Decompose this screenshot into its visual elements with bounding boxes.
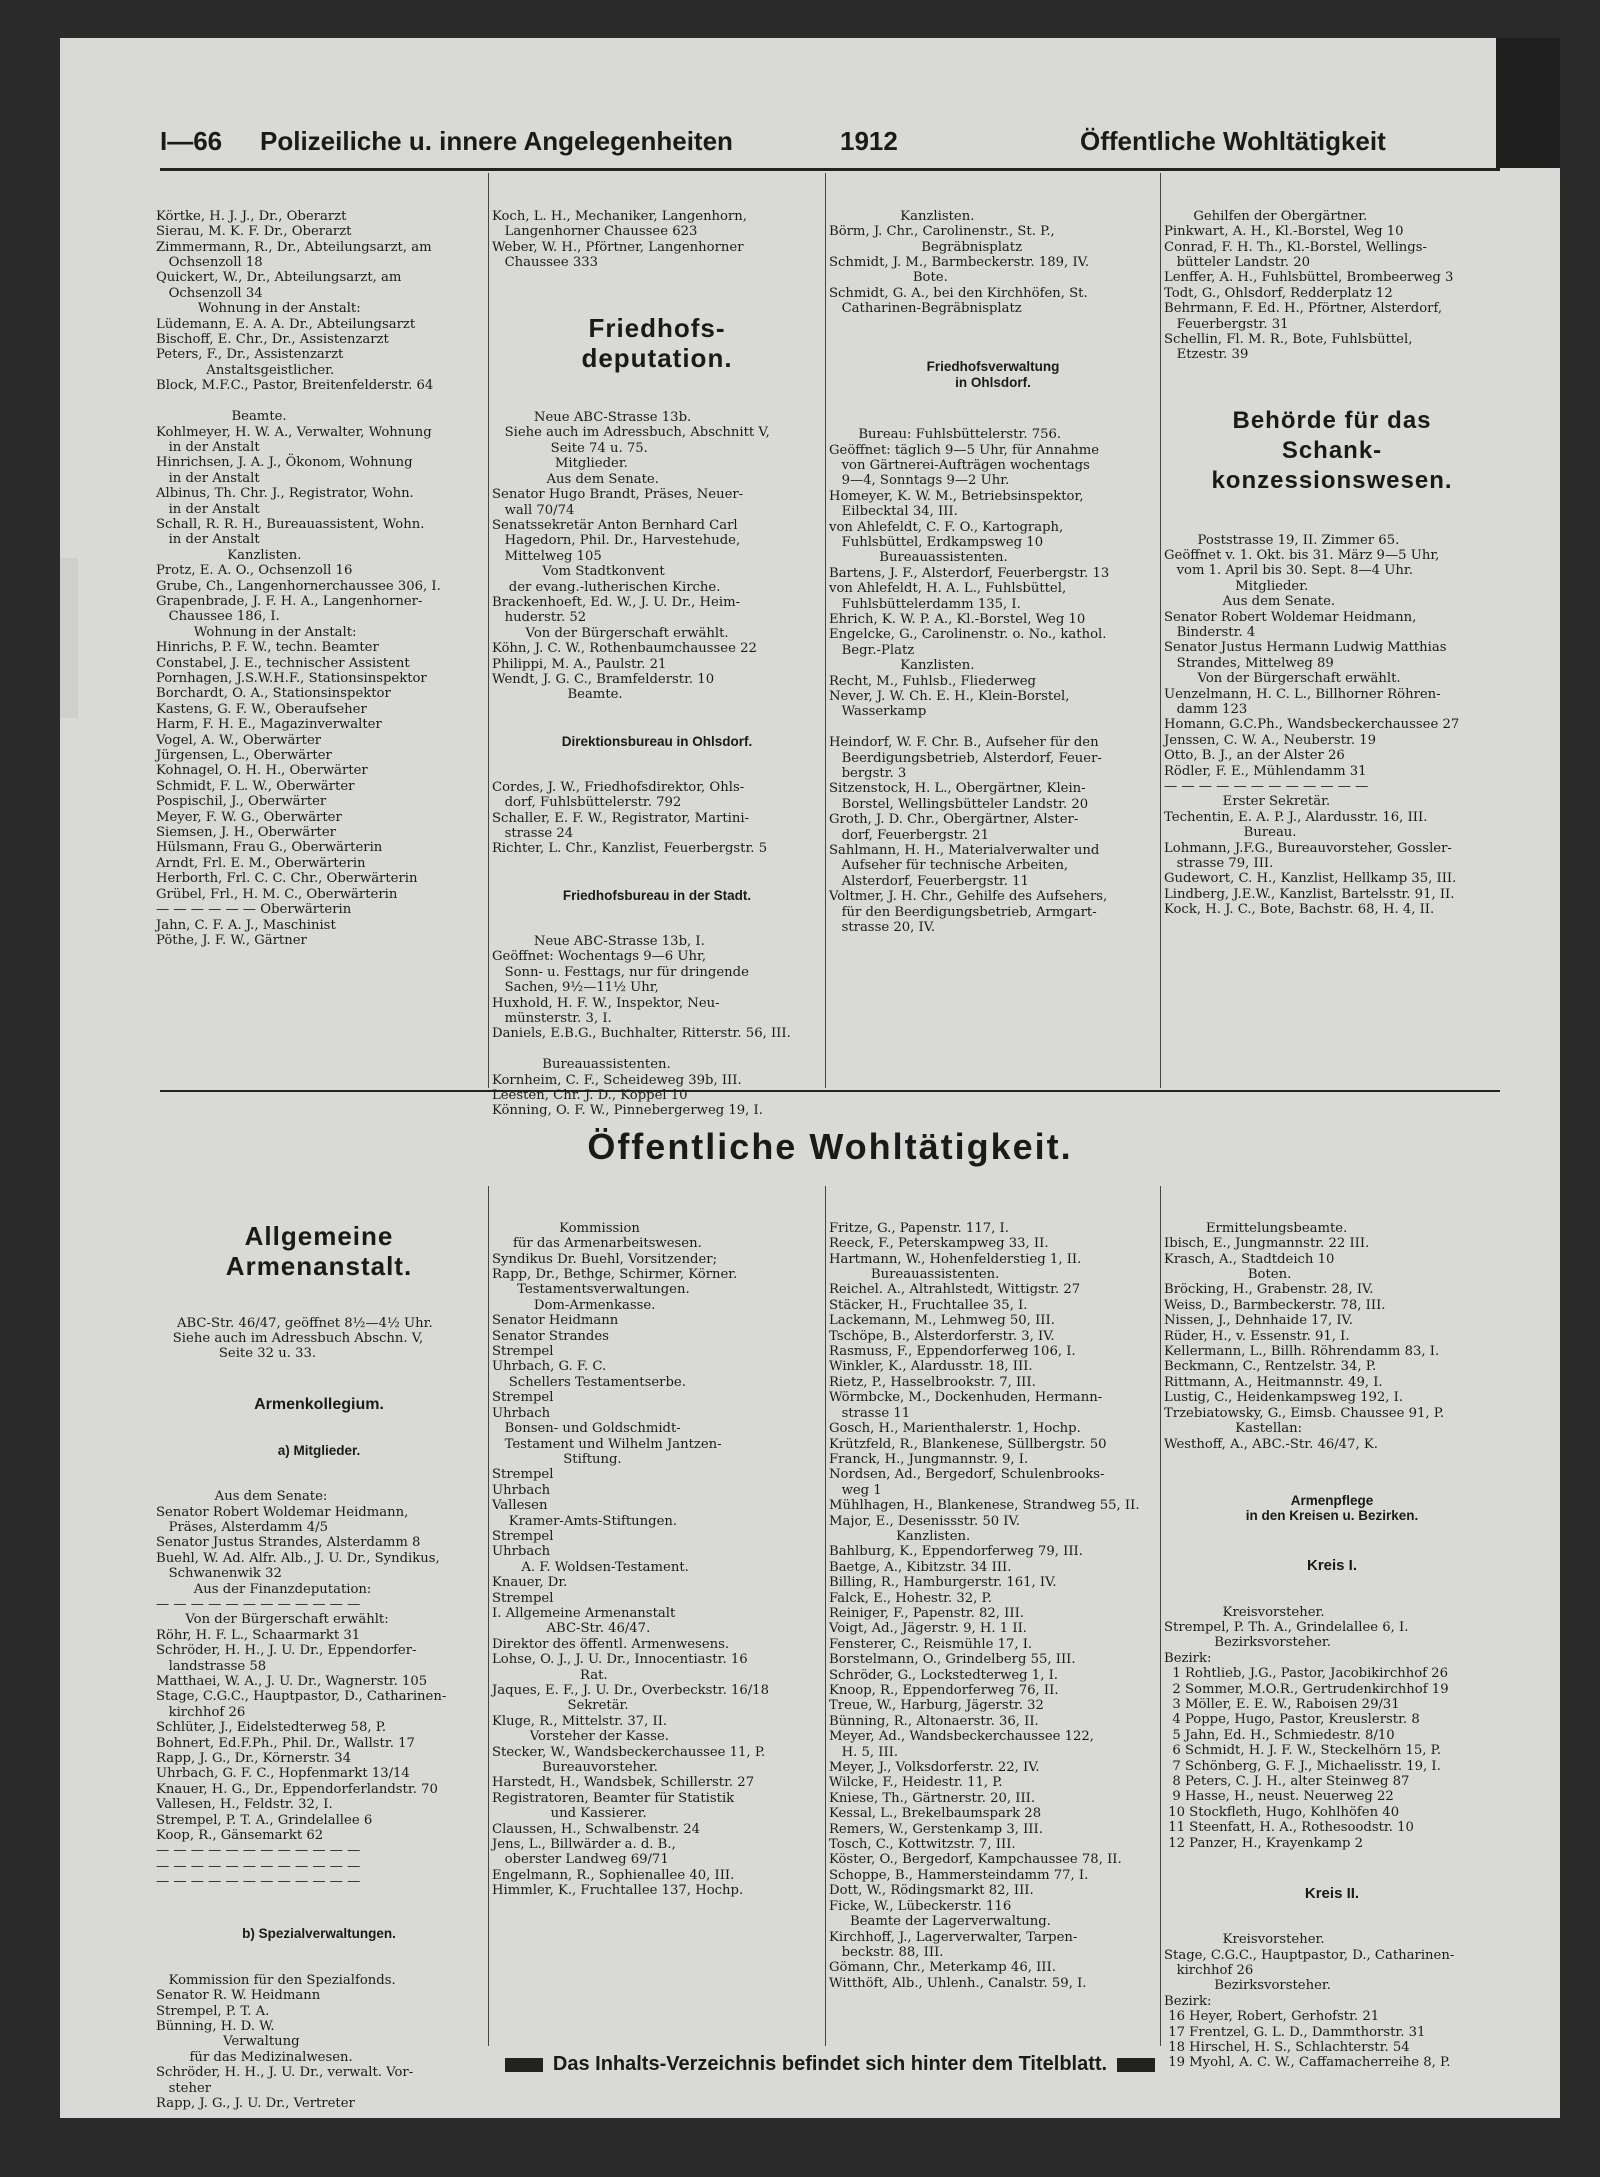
year: 1912 bbox=[840, 126, 898, 156]
text-block: Cordes, J. W., Friedhofsdirektor, Ohls- dorf, Fuhlsbüttelerstr. 792 Schaller, E. F. W., Registrator, Martini- strasse 24 Richter, L. Chr., Kanzlist, Feuerbergstr. 5 bbox=[492, 779, 768, 857]
text-block: Kommission für das Armenarbeitswesen. Syndikus Dr. Buehl, Vorsitzender; Rapp, Dr., Bethge, Schirmer, Körner. Testamentsverwaltungen. Dom-Armenkasse. Senator Heidmann Senator Strandes Strempel Uhrbach, G. F. C. Schellers Testamentserbe. Strempel Uhrbach Bonsen- und Goldschmidt- Testament und Wilhelm Jantzen- Stiftung. Strempel Uhrbach Vallesen Kramer-Amts-Stiftungen. Strempel Uhrbach A. F. Woldsen-Testament. Knauer, Dr. Strempel I. Allgemeine Armenanstalt ABC-Str. 46/47. Direktor des öffentl. Armenwesens. Lohse, O. J., J. U. Dr., Innocentiastr. 16 Rat. Jaques, E. F., J. U. Dr., Overbeckstr. 16/18 Sekretär. Kluge, R., Mittelstr. 37, II. Vorsteher der Kasse. Stecker, W., Wandsbeckerchaussee 11, P. Bureauvorsteher. Harstedt, H., Wandsbek, Schillerstr. 27 Registratoren, Beamter für Statistik und Kassierer. Claussen, H., Schwalbenstr. 24 Jens, L., Billwärder a. d. B., oberster Landweg 69/71 Engelmann, R., Sophienallee 40, III. Himmler, K., Fruchtallee 137, Hochp. bbox=[492, 1220, 769, 1899]
top-column-3 bbox=[829, 178, 1157, 1088]
heading-friedhofsverwaltung: Friedhofsverwaltung in Ohlsdorf. bbox=[926, 359, 1060, 390]
column-rule bbox=[1160, 1186, 1161, 2046]
text-block: Neue ABC-Strasse 13b, I. Geöffnet: Wochentags 9—6 Uhr, Sonn- u. Festtags, nur für dringende Sachen, 9½—11½ Uhr, Huxhold, H. F. W., Inspektor, Neu- münsterstr. 3, I. Daniels, E.B.G., Buchhalter, Ritterstr. 56, III. Bureauassistenten. Kornheim, C. F., Scheideweg 39b, III. Leesten, Chr. J. D., Koppel 10 Könning, O. F. W., Pinnebergerweg 19, I. bbox=[492, 933, 791, 1119]
bottom-column-1 bbox=[156, 1190, 482, 2111]
text-block: Fritze, G., Papenstr. 117, I. Reeck, F., Peterskampweg 33, II. Hartmann, W., Hohenfelderstieg 1, II. Bureauassistenten. Reichel. A., Altrahlstedt, Wittigstr. 27 Stäcker, H., Fruchtallee 35, I. Lackemann, M., Lehmweg 50, III. Tschöpe, B., Alsterdorferstr. 3, IV. Rasmuss, F., Eppendorferweg 106, I. Winkler, K., Alardusstr. 18, III. Rietz, P., Hasselbrookstr. 7, III. Wörmbcke, M., Dockenhuden, Hermann- strasse 11 Gosch, H., Marienthalerstr. 1, Hochp. Krützfeld, R., Blankenese, Süllbergstr. 50 Franck, H., Jungmannstr. 9, I. Nordsen, Ad., Bergedorf, Schulenbrooks- weg 1 Mühlhagen, H., Blankenese, Strandweg 55, II. Major, E., Desenissstr. 50 IV. Kanzlisten. Bahlburg, K., Eppendorferweg 79, III. Baetge, A., Kibitzstr. 34 III. Billing, R., Hamburgerstr. 161, IV. Falck, E., Hohestr. 32, P. Reiniger, F., Papenstr. 82, III. Voigt, Ad., Jägerstr. 9, H. 1 II. Fensterer, C., Reismühle 17, I. Borstelmann, O., Grindelberg 55, III. Schröder, G., Lockstedterweg 1, I. Knoop, R., Eppendorferweg 76, II. Treue, W., Harburg, Jägerstr. 32 Bünning, R., Altonaerstr. 36, II. Meyer, Ad., Wandsbeckerchaussee 122, H. 5, III. Meyer, J., Volksdorferstr. 22, IV. Wilcke, F., Heidestr. 11, P. Kniese, Th., Gärtnerstr. 20, III. Kessal, L., Brekelbaumspark 28 Remers, W., Gerstenkamp 3, III. Tosch, C., Kottwitzstr. 7, III. Köster, O., Bergedorf, Kampchaussee 78, II. Schoppe, B., Hammersteindamm 77, I. Dott, W., Rödingsmarkt 82, III. Ficke, W., Lübeckerstr. 116 Beamte der Lagerverwaltung. Kirchhoff, J., Lagerverwalter, Tarpen- beckstr. 88, III. Gömann, Chr., Meterkamp 46, III. Witthöft, Alb., Uhlenh., Canalstr. 59, I. bbox=[829, 1220, 1140, 1991]
header-rule bbox=[160, 168, 1500, 171]
heading-direktionsbureau: Direktionsbureau in Ohlsdorf. bbox=[561, 733, 753, 749]
text-block: Aus dem Senate: Senator Robert Woldemar Heidmann, Präses, Alsterdamm 4/5 Senator Justus Strandes, Alsterdamm 8 Buehl, W. Ad. Alfr. Alb., J. U. Dr., Syndikus, Schwanenwik 32 Aus der Finanzdeputation: — — — — — — — — — — — — Von der Bürgerschaft erwählt: Röhr, H. F. L., Schaarmarkt 31 Schröder, H. H., J. U. Dr., Eppendorfer- landstrasse 58 Matthaei, W. A., J. U. Dr., Wagnerstr. 105 Stage, C.G.C., Hauptpastor, D., Catharinen- kirchhof 26 Schlüter, J., Eidelstedterweg 58, P. Bohnert, Ed.F.Ph., Phil. Dr., Wallstr. 17 Rapp, J. G., Dr., Körnerstr. 34 Uhrbach, G. F. C., Hopfenmarkt 13/14 Knauer, H. G., Dr., Eppendorferlandstr. 70 Vallesen, H., Feldstr. 32, I. Strempel, P. T. A., Grindelallee 6 Koop, R., Gänsemarkt 62 — — — — — — — — — — — — — — — — — — — — — — — — — — — — — — — — — — — — bbox=[156, 1489, 447, 1890]
heading-mitglieder: a) Mitglieder. bbox=[277, 1442, 361, 1458]
text-block: Kreisvorsteher. Strempel, P. Th. A., Grindelallee 6, I. Bezirksvorsteher. Bezirk: 1 Rohtlieb, J.G., Pastor, Jacobikirchhof 26 2 Sommer, M.O.R., Gertrudenkirchhof 19 3 Möller, E. E. W., Raboisen 29/31 4 Poppe, Hugo, Pastor, Kreuslerstr. 8 5 Jahn, Ed. H., Schmiedestr. 8/10 6 Schmidt, H. J. F. W., Steckelhörn 15, P. 7 Schönberg, G. F. J., Michaelisstr. 19, I. 8 Peters, C. J. H., alter Steinweg 87 9 Hasse, H., neust. Neuerweg 22 10 Stockfleth, Hugo, Kohlhöfen 40 11 Steenfatt, H. A., Rothesoodstr. 10 12 Panzer, H., Krayenkamp 2 bbox=[1164, 1604, 1449, 1851]
text-block: Kommission für den Spezialfonds. Senator R. W. Heidmann Strempel, P. T. A. Bünning, H. D. W. Verwaltung für das Medizinalwesen. Schröder, H. H., J. U. Dr., verwalt. Vor- steher Rapp, J. G., J. U. Dr., Vertreter bbox=[156, 1972, 414, 2111]
section-rule bbox=[160, 1090, 1500, 1092]
column-rule bbox=[1160, 173, 1161, 1088]
heading-kreis-2: Kreis II. bbox=[1304, 1884, 1360, 1902]
section-title: Polizeiliche u. innere Angelegenheiten bbox=[260, 126, 733, 156]
top-column-2 bbox=[492, 178, 822, 1119]
bottom-column-3 bbox=[829, 1190, 1157, 2050]
heading-armenanstalt: Allgemeine Armenanstalt. bbox=[225, 1220, 413, 1281]
heading-armenpflege: Armenpflege in den Kreisen u. Bezirken. bbox=[1245, 1492, 1419, 1524]
scan-edge bbox=[1496, 38, 1560, 168]
column-rule bbox=[825, 173, 826, 1088]
heading-schankkonzession: Behörde für das Schank- konzessionswesen. bbox=[1211, 406, 1453, 494]
page bbox=[60, 38, 1560, 2118]
text-block: Gehilfen der Obergärtner. Pinkwart, A. H., Kl.-Borstel, Weg 10 Conrad, F. H. Th., Kl.-Borstel, Wellings- bütteler Landstr. 20 Lenffer, A. H., Fuhlsbüttel, Brombeerweg 3 Todt, G., Ohlsdorf, Redderplatz 12 Behrmann, F. Ed. H., Pförtner, Alsterdorf, Feuerbergstr. 31 Schellin, Fl. M. R., Bote, Fuhlsbüttel, Etzestr. 39 bbox=[1164, 208, 1454, 363]
text-block: Körtke, H. J. J., Dr., Oberarzt Sierau, M. K. F. Dr., Oberarzt Zimmermann, R., Dr., Abteilungsarzt, am Ochsenzoll 18 Quickert, W., Dr., Abteilungsarzt, am Ochsenzoll 34 Wohnung in der Anstalt: Lüdemann, E. A. A. Dr., Abteilungsarzt Bischoff, E. Chr., Dr., Assistenzarzt Peters, F., Dr., Assistenzarzt Anstaltsgeistlicher. Block, M.F.C., Pastor, Breitenfelderstr. 64 Beamte. Kohlmeyer, H. W. A., Verwalter, Wohnung in der Anstalt Hinrichsen, J. A. J., Ökonom, Wohnung in der Anstalt Albinus, Th. Chr. J., Registrator, Wohn. in der Anstalt Schall, R. R. H., Bureauassistent, Wohn. in der Anstalt Kanzlisten. Protz, E. A. O., Ochsenzoll 16 Grube, Ch., Langenhornerchaussee 306, I. Grapenbrade, J. F. H. A., Langenhorner- Chaussee 186, I. Wohnung in der Anstalt: Hinrichs, P. F. W., techn. Beamter Constabel, J. E., technischer Assistent Pornhagen, J.S.W.H.F., Stationsinspektor Borchardt, O. A., Stationsinspektor Kastens, G. F. W., Oberaufseher Harm, F. H. E., Magazinverwalter Vogel, A. W., Oberwärter Jürgensen, L., Oberwärter Kohnagel, O. H. H., Oberwärter Schmidt, F. L. W., Oberwärter Pospischil, J., Oberwärter Meyer, F. W. G., Oberwärter Siemsen, J. H., Oberwärter Hülsmann, Frau G., Oberwärterin Arndt, Frl. E. M., Oberwärterin Herborth, Frl. C. C. Chr., Oberwärterin Grübel, Frl., H. M. C., Oberwärterin — — — — — — Oberwärterin Jahn, C. F. A. J., Maschinist Pöthe, J. F. W., Gärtner bbox=[156, 208, 441, 948]
text-block: ABC-Str. 46/47, geöffnet 8½—4½ Uhr. Siehe auch im Adressbuch Abschn. V, Seite 32 u. 33. bbox=[172, 1315, 433, 1362]
page-title: Öffentliche Wohltätigkeit. bbox=[587, 1126, 1073, 1167]
pointing-hand-icon bbox=[505, 2058, 543, 2072]
pointing-hand-icon bbox=[1117, 2058, 1155, 2072]
bottom-column-2 bbox=[492, 1190, 822, 2050]
heading-kreis-1: Kreis I. bbox=[1306, 1557, 1358, 1575]
heading-spezialverwaltungen: b) Spezialverwaltungen. bbox=[242, 1926, 396, 1942]
heading-armenkollegium: Armenkollegium. bbox=[254, 1395, 384, 1413]
text-block: Kreisvorsteher. Stage, C.G.C., Hauptpastor, D., Catharinen- kirchhof 26 Bezirksvorsteher. Bezirk: 16 Heyer, Robert, Gerhofstr. 21 17 Frentzel, G. L. D., Dammthorstr. 31 18 Hirschel, H. S., Schlachterstr. 54 19 Myohl, A. C. W., Caffamacherreihe 8, P. bbox=[1164, 1932, 1455, 2071]
column-rule bbox=[488, 173, 489, 1088]
page-number: I—66 bbox=[160, 126, 223, 156]
text-block: Bureau: Fuhlsbüttelerstr. 756. Geöffnet: täglich 9—5 Uhr, für Annahme von Gärtnerei-Aufträgen wochentags 9—4, Sonntags 9—2 Uhr. Homeyer, K. W. M., Betriebsinspektor, Eilbecktal 34, III. von Ahlefeldt, C. F. O., Kartograph, Fuhlsbüttel, Erdkampsweg 10 Bureauassistenten. Bartens, J. F., Alsterdorf, Feuerbergstr. 13 von Ahlefeldt, H. A. L., Fuhlsbüttel, Fuhlsbüttelerdamm 135, I. Ehrich, K. W. P. A., Kl.-Borstel, Weg 10 Engelcke, G., Carolinenstr. o. No., kathol. Begr.-Platz Kanzlisten. Recht, M., Fuhlsb., Fliederweg Never, J. W. Ch. E. H., Klein-Borstel, Wasserkamp Heindorf, W. F. Chr. B., Aufseher für den Beerdigungsbetrieb, Alsterdorf, Feuer- bergstr. 3 Sitzenstock, H. L., Obergärtner, Klein- Borstel, Wellingsbütteler Landstr. 20 Groth, J. D. Chr., Obergärtner, Alster- dorf, Feuerbergstr. 21 Sahlmann, H. H., Materialverwalter und Aufseher für technische Arbeiten, Alsterdorf, Feuerbergstr. 11 Voltmer, J. H. Chr., Gehilfe des Aufsehers, für den Beerdigungsbetrieb, Armgart- strasse 20, IV. bbox=[829, 427, 1110, 936]
running-header bbox=[160, 126, 1500, 166]
text-block: Poststrasse 19, II. Zimmer 65. Geöffnet v. 1. Okt. bis 31. März 9—5 Uhr, vom 1. April bis 30. Sept. 8—4 Uhr. Mitglieder. Aus dem Senate. Senator Robert Woldemar Heidmann, Binderstr. 4 Senator Justus Hermann Ludwig Matthias Strandes, Mittelweg 89 Von der Bürgerschaft erwählt. Uenzelmann, H. C. L., Billhorner Röhren- damm 123 Homann, G.C.Ph., Wandsbeckerchaussee 27 Jenssen, C. W. A., Neuberstr. 19 Otto, B. J., an der Alster 26 Rödler, F. E., Mühlendamm 31 — — — — — — — — — — — — Erster Sekretär. Techentin, E. A. P. J., Alardusstr. 16, III. Bureau. Lohmann, J.F.G., Bureauvorsteher, Gossler- strasse 79, III. Gudewort, C. H., Kanzlist, Hellkamp 35, III. Lindberg, J.E.W., Kanzlist, Bartelsstr. 91, II. Kock, H. J. C., Bote, Bachstr. 68, H. 4, II. bbox=[1164, 532, 1460, 918]
top-column-4 bbox=[1164, 178, 1500, 1088]
bottom-column-4 bbox=[1164, 1190, 1500, 2071]
binding-edge bbox=[60, 558, 78, 718]
heading-friedhofsbureau: Friedhofsbureau in der Stadt. bbox=[562, 887, 752, 903]
heading-friedhofsdeputation: Friedhofs- deputation. bbox=[581, 313, 733, 374]
running-title: Öffentliche Wohltätigkeit bbox=[1080, 126, 1386, 156]
footer-note bbox=[160, 2053, 1500, 2076]
text-block: Koch, L. H., Mechaniker, Langenhorn, Langenhorner Chaussee 623 Weber, W. H., Pförtner, Langenhorner Chaussee 333 bbox=[492, 208, 747, 271]
column-rule bbox=[488, 1186, 489, 2046]
top-column-1 bbox=[156, 178, 482, 1088]
text-block: Ermittelungsbeamte. Ibisch, E., Jungmannstr. 22 III. Krasch, A., Stadtdeich 10 Boten. Bröcking, H., Grabenstr. 28, IV. Weiss, D., Barmbeckerstr. 78, III. Nissen, J., Dehnhaide 17, IV. Rüder, H., v. Essenstr. 91, I. Kellermann, L., Billh. Röhrendamm 83, I. Beckmann, C., Rentzelstr. 34, P. Rittmann, A., Heitmannstr. 49, I. Lustig, C., Heidenkampsweg 192, I. Trzebiatowsky, G., Eimsb. Chaussee 91, P. Kastellan: Westhoff, A., ABC.-Str. 46/47, K. bbox=[1164, 1220, 1445, 1452]
column-rule bbox=[825, 1186, 826, 2046]
text-block: Neue ABC-Strasse 13b. Siehe auch im Adressbuch, Abschnitt V, Seite 74 u. 75. Mitglieder. Aus dem Senate. Senator Hugo Brandt, Präses, Neuer- wall 70/74 Senatssekretär Anton Bernhard Carl Hagedorn, Phil. Dr., Harvestehude, Mittelweg 105 Vom Stadtkonvent der evang.-lutherischen Kirche. Brackenhoeft, Ed. W., J. U. Dr., Heim- huderstr. 52 Von der Bürgerschaft erwählt. Köhn, J. C. W., Rothenbaumchaussee 22 Philippi, M. A., Paulstr. 21 Wendt, J. G. C., Bramfelderstr. 10 Beamte. bbox=[492, 410, 770, 703]
footer-text: Das Inhalts-Verzeichnis befindet sich hinter dem Titelblatt. bbox=[552, 2053, 1108, 2075]
text-block: Kanzlisten. Börm, J. Chr., Carolinenstr., St. P., Begräbnisplatz Schmidt, J. M., Barmbeckerstr. 189, IV. Bote. Schmidt, G. A., bei den Kirchhöfen, St. Catharinen-Begräbnisplatz bbox=[829, 208, 1090, 317]
